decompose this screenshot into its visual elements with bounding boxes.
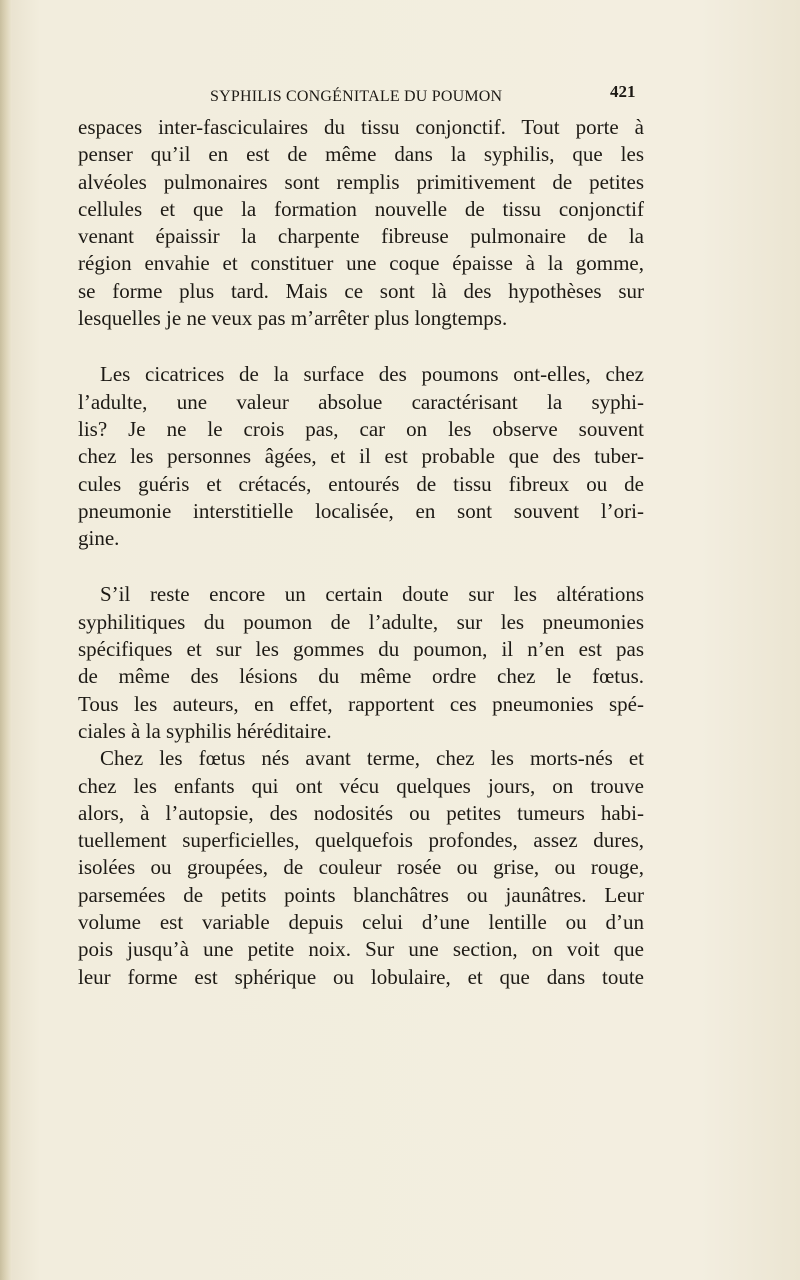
text-line: alors, à l’autopsie, des nodosités ou petites tumeurs habi-	[78, 800, 644, 825]
text-line: l’adulte, une valeur absolue caractérisant la syphi-	[78, 389, 644, 414]
text-line: leur forme est sphérique ou lobulaire, et que dans toute	[78, 964, 644, 989]
text-line: S’il reste encore un certain doute sur les altérations	[100, 582, 644, 607]
text-line: alvéoles pulmonaires sont remplis primitivement de petites	[78, 169, 644, 194]
paragraph	[78, 361, 644, 552]
text-line: cellules et que la formation nouvelle de tissu conjonctif	[78, 196, 644, 221]
paragraph	[78, 581, 644, 745]
text-line: tuellement superficielles, quelquefois profondes, assez dures,	[78, 828, 644, 853]
text-line: lesquelles je ne veux pas m’arrêter plus longtemps.	[78, 306, 508, 331]
text-line: Les cicatrices de la surface des poumons ont-elles, chez	[100, 362, 644, 387]
text-line: espaces inter-fasciculaires du tissu conjonctif. Tout porte à	[78, 115, 644, 139]
text-line: penser qu’il en est de même dans la syphilis, que les	[78, 142, 644, 167]
text-line: syphilitiques du poumon de l’adulte, sur les pneumonies	[78, 609, 644, 634]
text-line: volume est variable depuis celui d’une lentille ou d’un	[78, 910, 644, 935]
page-number: 421	[610, 82, 636, 101]
text-line: chez les personnes âgées, et il est probable que des tuber-	[78, 444, 644, 469]
text-line: se forme plus tard. Mais ce sont là des hypothèses sur	[78, 278, 644, 303]
text-line: lis? Je ne le crois pas, car on les observe souvent	[78, 416, 644, 441]
text-line: Tous les auteurs, en effet, rapportent ces pneumonies spé-	[78, 691, 644, 716]
running-head: SYPHILIS CONGÉNITALE DU POUMON	[210, 88, 503, 105]
text-line: chez les enfants qui ont vécu quelques jours, on trouve	[78, 773, 644, 798]
text-line: parsemées de petits points blanchâtres ou jaunâtres. Leur	[78, 882, 644, 907]
paragraph	[78, 114, 644, 332]
text-line: cules guéris et crétacés, entourés de tissu fibreux ou de	[78, 471, 644, 496]
body-text	[78, 114, 644, 991]
text-line: de même des lésions du même ordre chez le fœtus.	[78, 664, 644, 689]
text-line: spécifiques et sur les gommes du poumon, il n’en est pas	[78, 637, 644, 662]
text-line: pois jusqu’à une petite noix. Sur une section, on voit que	[78, 937, 644, 962]
text-line: ciales à la syphilis héréditaire.	[78, 718, 332, 743]
text-line: pneumonie interstitielle localisée, en sont souvent l’ori-	[78, 498, 644, 523]
text-line: Chez les fœtus nés avant terme, chez les morts-nés et	[100, 746, 644, 771]
text-line: venant épaissir la charpente fibreuse pulmonaire de la	[78, 224, 644, 249]
text-line: isolées ou groupées, de couleur rosée ou grise, ou rouge,	[78, 855, 644, 880]
paragraph	[78, 745, 644, 991]
text-line: gine.	[78, 526, 120, 551]
text-line: région envahie et constituer une coque épaisse à la gomme,	[78, 251, 644, 276]
book-binding-edge	[0, 0, 12, 1280]
